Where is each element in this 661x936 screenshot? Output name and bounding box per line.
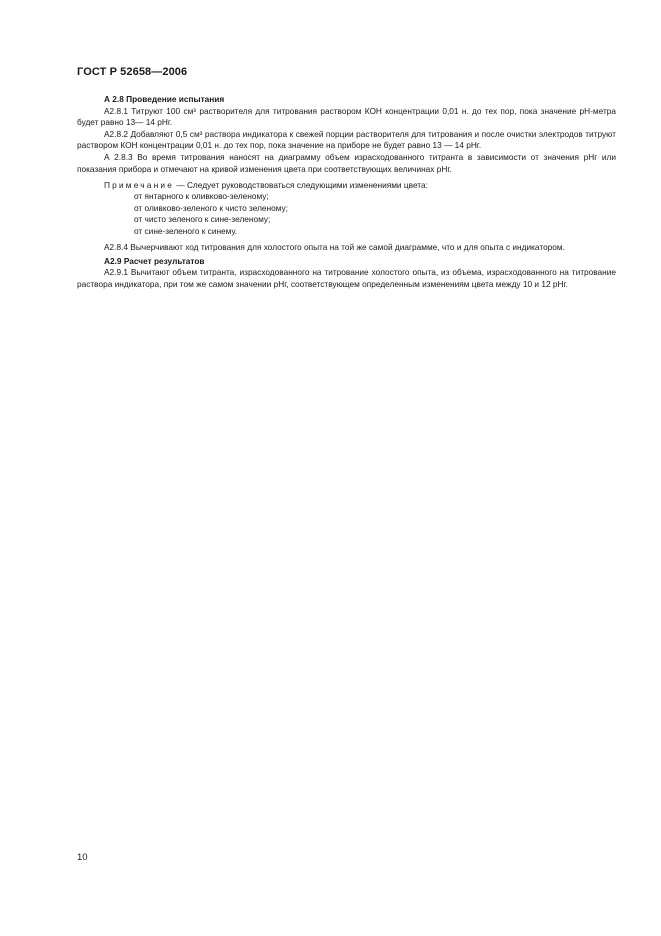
paragraph-a281: А2.8.1 Титруют 100 см³ растворителя для титрования раствором КОН концентрации 0,01 н. до тех пор, пока значение рН-метра будет равно 13— 14 рНг.: [77, 105, 616, 128]
section-heading-a28: А 2.8 Проведение испытания: [104, 94, 225, 104]
page-number: 10: [77, 852, 88, 863]
paragraph-a282: А2.8.2 Добавляют 0,5 см³ раствора индикатора к свежей порции растворителя для титрования и после очистки электродов титруют раствором КОН концентрации 0,01 н. до тех пор, пока значение на приборе не будет равно 13 — 14 рНг.: [77, 128, 616, 151]
list-item: от сине-зеленого к синему.: [134, 226, 238, 237]
list-item: от оливково-зеленого к чисто зеленому;: [134, 202, 288, 213]
note-list: [77, 191, 616, 237]
note-text: — Следует руководствоваться следующими изменениями цвета:: [174, 179, 428, 190]
paragraph-a291: А2.9.1 Вычитают объем титранта, израсходованного на титрование холостого опыта, из объема, израсходованного на титрование раствора индикатора, при том же самом значении рНг, соответствующем определенным изменениям цвета между 10 и 12 рНг.: [77, 267, 616, 289]
list-item: от чисто зеленого к сине-зеленому;: [134, 214, 271, 225]
list-item: от янтарного к оливково-зеленому;: [134, 191, 269, 202]
paragraph-a283: А 2.8.3 Во время титрования наносят на диаграмму объем израсходованного титранта в зависимости от значения рНг или показания прибора и отмечают на кривой изменения цвета при соответствующих величинах рНг.: [77, 151, 616, 174]
paragraph-a284: А2.8.4 Вычерчивают ход титрования для холостого опыта на той же самой диаграмме, что и для опыта с индикатором.: [104, 242, 565, 253]
section-heading-a29: А2.9 Расчет результатов: [104, 255, 205, 266]
note: [77, 180, 616, 192]
document-header: ГОСТ Р 52658—2006: [77, 66, 188, 78]
note-label: Примечание: [104, 179, 175, 190]
document-body: [77, 94, 616, 291]
